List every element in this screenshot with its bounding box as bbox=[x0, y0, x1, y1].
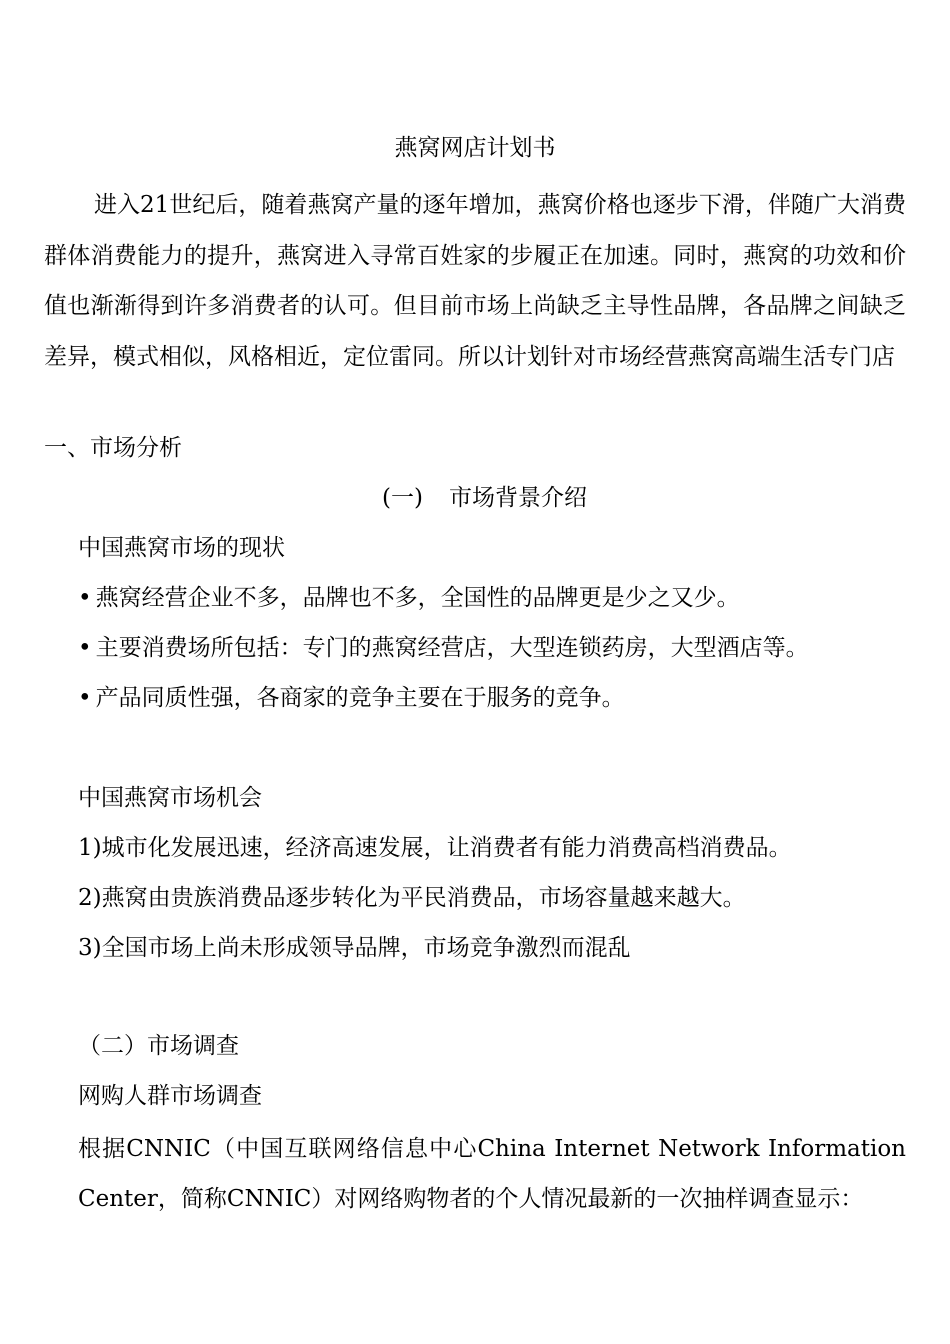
bullet-text: 燕窝经营企业不多，品牌也不多，全国性的品牌更是少之又少。 bbox=[95, 585, 740, 611]
bullet-icon: • bbox=[78, 685, 92, 711]
bullet-text: 主要消费场所包括：专门的燕窝经营店，大型连锁药房，大型酒店等。 bbox=[95, 635, 809, 661]
bullet-icon: • bbox=[78, 635, 92, 661]
opportunity-heading: 中国燕窝市场机会 bbox=[78, 785, 262, 811]
opportunity-item: 2)燕窝由贵族消费品逐步转化为平民消费品，市场容量越来越大。 bbox=[78, 885, 746, 911]
status-heading: 中国燕窝市场的现状 bbox=[78, 535, 285, 561]
subsection-number: (一) bbox=[382, 485, 423, 511]
document-title: 燕窝网店计划书 bbox=[394, 135, 556, 161]
bullet-item bbox=[78, 630, 809, 666]
subsection-heading-background bbox=[382, 480, 587, 516]
bullet-text: 产品同质性强，各商家的竞争主要在于服务的竞争。 bbox=[95, 685, 625, 711]
section-heading-market-analysis: 一、市场分析 bbox=[44, 435, 182, 461]
opportunity-item: 3)全国市场上尚未形成领导品牌，市场竞争激烈而混乱 bbox=[78, 935, 631, 961]
bullet-icon: • bbox=[78, 585, 92, 611]
opportunity-item: 1)城市化发展迅速，经济高速发展，让消费者有能力消费高档消费品。 bbox=[78, 835, 792, 861]
cnnic-paragraph: 根据CNNIC（中国互联网络信息中心China Internet Network Information Center，简称CNNIC）对网络购物者的个人情况最新的一次抽样调查显示： bbox=[78, 1136, 906, 1212]
bullet-item bbox=[78, 580, 740, 616]
intro-paragraph: 进入21世纪后，随着燕窝产量的逐年增加，燕窝价格也逐步下滑，伴随广大消费群体消费能力的提升，燕窝进入寻常百姓家的步履正在加速。同时，燕窝的功效和价值也渐渐得到许多消费者的认可。但目前市场上尚缺乏主导性品牌，各品牌之间缺乏差异，模式相似，风格相近，定位雷同。所以计划针对市场经营燕窝高端生活专门店 bbox=[44, 192, 906, 370]
subsection-heading-survey: （二）市场调查 bbox=[78, 1033, 239, 1059]
bullet-item bbox=[78, 680, 625, 716]
subsection-title: 市场背景介绍 bbox=[448, 485, 587, 511]
survey-heading: 网购人群市场调查 bbox=[78, 1083, 262, 1109]
